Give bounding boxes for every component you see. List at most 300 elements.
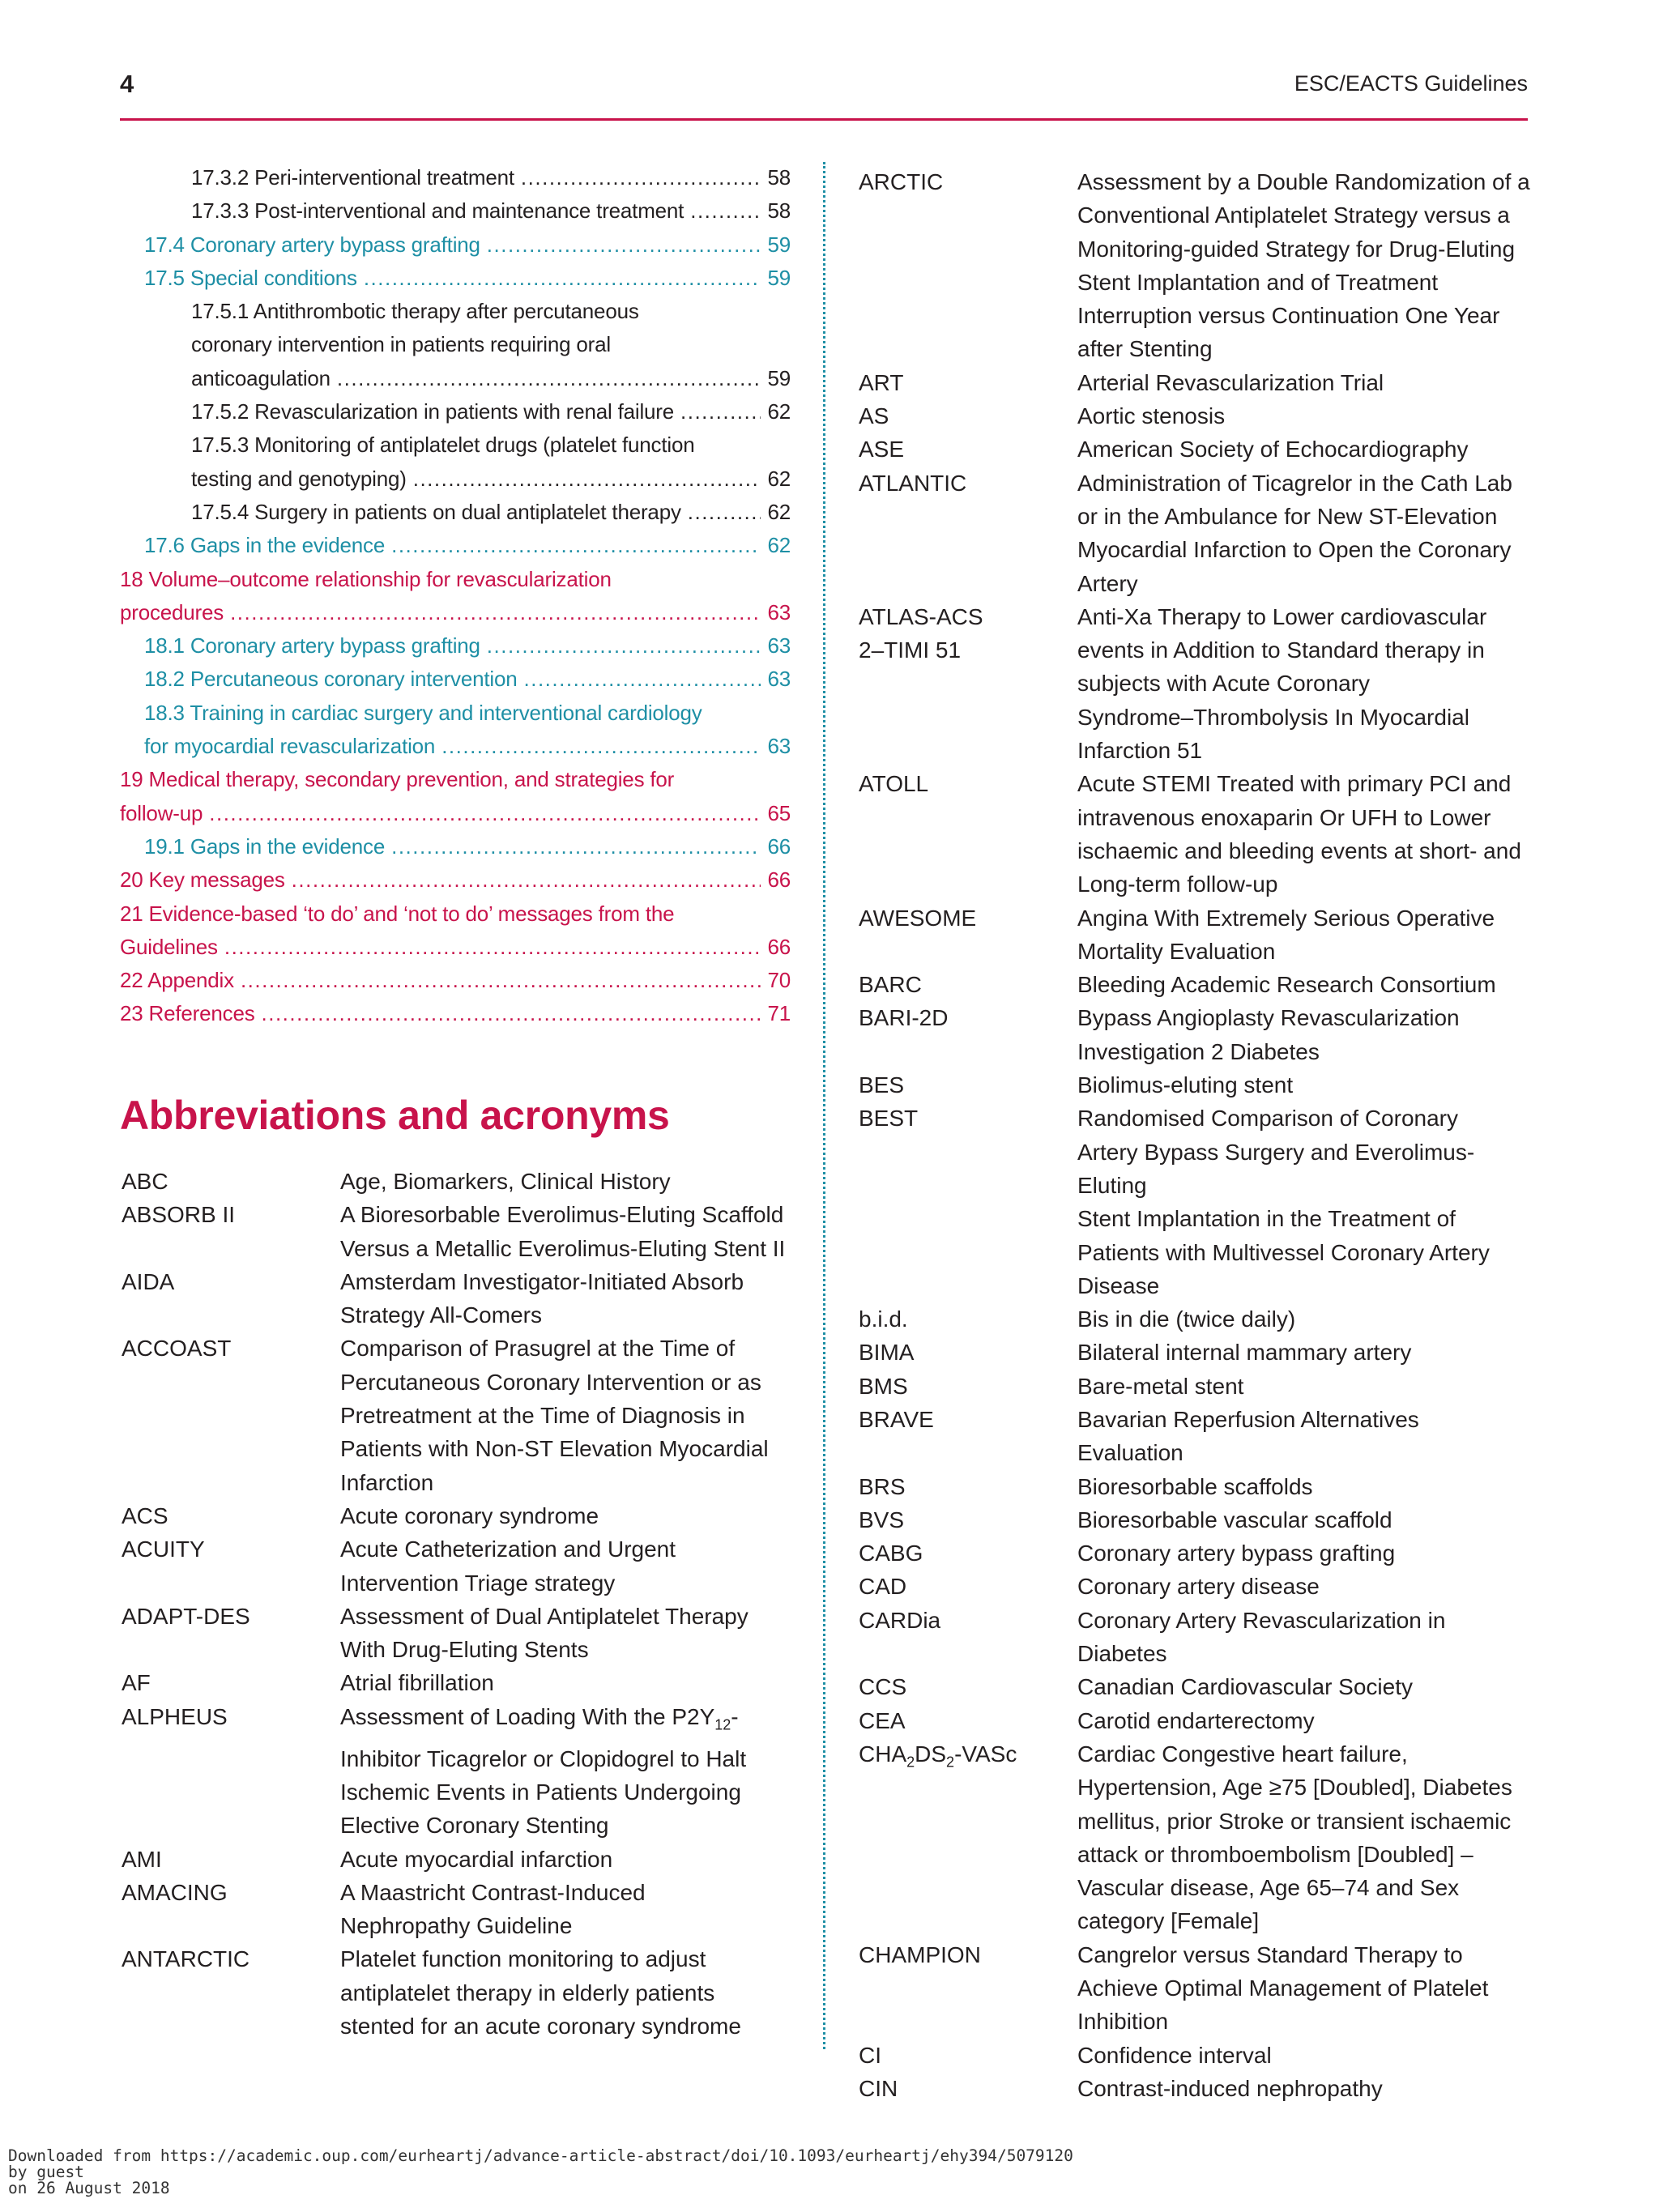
toc-entry[interactable] [120,797,791,830]
definition-line: Arterial Revascularization Trial [1077,369,1384,395]
toc-page-number: 63 [767,633,791,658]
abbreviation-definition [1077,1570,1531,1603]
abbreviation-entry [859,1370,1531,1403]
toc-page-number: 59 [767,365,791,390]
toc-dot-leader [680,395,761,428]
abbreviation-definition [1077,1102,1531,1302]
definition-line: Bis in die (twice daily) [1077,1306,1296,1332]
toc-page-number: 63 [767,599,791,624]
toc-page-number: 62 [767,499,791,524]
download-footer [8,2148,1073,2197]
definition-line: Canadian Cardiovascular Society [1077,1674,1413,1700]
toc-dot-leader [224,931,761,964]
definition-line: Bavarian Reperfusion Alternatives Evaluation [1077,1406,1419,1466]
abbreviation-term: ACS [122,1502,168,1528]
toc-entry-label: 18.3 Training in cardiac surgery and interventional cardiology [144,700,702,725]
definition-line: Contrast-induced nephropathy [1077,2075,1383,2101]
abbreviation-entry [122,1876,794,1943]
toc-dot-leader [413,462,761,496]
abbreviation-term: BRS [859,1473,906,1499]
abbreviation-entry [859,1536,1531,1570]
definition-line: Atrial fibrillation [340,1670,494,1696]
abbreviation-definition [1077,2072,1531,2105]
toc-page-number: 58 [767,198,791,224]
toc-dot-leader [230,596,761,629]
definition-line: Hypertension, Age ≥75 [Doubled], Diabetes [1077,1775,1512,1801]
abbreviation-definition [1077,1704,1531,1737]
toc-entry-label: 17.5.3 Monitoring of antiplatelet drugs (platelet function [191,433,695,458]
definition-line: intravenous enoxaparin Or UFH to Lower [1077,804,1491,830]
abbreviation-definition [1077,399,1531,433]
abbreviation-definition [340,1165,794,1198]
abbreviation-entry [122,1942,794,2043]
abbreviation-term: ADAPT-DES [122,1603,250,1629]
toc-entry [120,328,791,361]
definition-line: Platelet function monitoring to adjust [340,1946,706,1972]
toc-entry[interactable] [120,964,791,997]
toc-entry[interactable] [120,730,791,763]
toc-entry-label: 18.2 Percutaneous coronary intervention [144,667,518,692]
toc-entry-label: 21 Evidence-based ‘to do’ and ‘not to do’ messages from the [120,901,675,926]
toc-dot-leader [364,262,761,295]
abbreviation-term: ARCTIC [859,169,944,194]
toc-entry[interactable] [120,529,791,562]
abbreviation-term: CI [859,2042,881,2068]
abbreviation-definition [1077,1536,1531,1570]
abbreviation-term: CCS [859,1674,907,1700]
abbreviation-definition [1077,1670,1531,1703]
toc-page-number: 66 [767,934,791,959]
definition-line: Assessment by a Double Randomization of a [1077,169,1530,194]
toc-entry-label: coronary intervention in patients requiring oral [191,332,611,357]
abbreviation-entry [122,1499,794,1532]
abbreviation-term: BIMA [859,1340,915,1366]
abbreviation-term: ART [859,369,904,395]
toc-entry-label: 17.3.3 Post-interventional and maintenance treatment [191,198,684,224]
definition-line: Diabetes [1077,1641,1167,1667]
toc-entry[interactable] [120,462,791,496]
definition-line: Amsterdam Investigator-Initiated Absorb [340,1268,744,1294]
abbreviation-entry [859,901,1531,969]
definition-line: Acute STEMI Treated with primary PCI and [1077,771,1512,797]
toc-dot-leader [487,228,761,262]
definition-line: Myocardial Infarction to Open the Coronary [1077,537,1512,563]
abbreviation-definition [1077,600,1531,767]
abbreviation-entry [859,1503,1531,1536]
definition-line: Coronary artery disease [1077,1574,1320,1600]
definition-line: Bleeding Academic Research Consortium [1077,972,1496,998]
toc-dot-leader [292,863,761,897]
definition-line: attack or thromboembolism [Doubled] – [1077,1841,1473,1867]
toc-dot-leader [262,997,761,1030]
abbreviation-definition [340,1843,794,1876]
definition-line: Interruption versus Continuation One Year [1077,303,1500,329]
toc-page-number: 59 [767,265,791,290]
abbreviation-definition [340,1198,794,1265]
abbreviation-entry [859,767,1531,901]
abbreviation-entry [122,1165,794,1198]
definition-line: Carotid endarterectomy [1077,1707,1315,1733]
toc-entry [120,897,791,931]
definition-line: Elective Coronary Stenting [340,1813,609,1839]
definition-line: Randomised Comparison of Coronary [1077,1106,1458,1132]
abbreviation-definition [340,1600,794,1667]
definition-line: Coronary artery bypass grafting [1077,1541,1396,1566]
abbreviation-term: CEA [859,1707,906,1733]
abbreviation-term: BMS [859,1373,908,1399]
toc-page-number: 70 [767,968,791,993]
definition-line: Stent Implantation in the Treatment of [1077,1206,1456,1232]
abbreviation-entry [122,1700,794,1843]
abbreviation-entry [859,399,1531,433]
toc-entry[interactable] [120,194,791,228]
definition-line: Pretreatment at the Time of Diagnosis in [340,1403,745,1429]
toc-entry-label: 17.6 Gaps in the evidence [144,533,386,558]
definition-line: subjects with Acute Coronary [1077,671,1371,697]
toc-entry-label: 20 Key messages [120,867,285,893]
abbreviation-entry [122,1198,794,1265]
definition-line: Confidence interval [1077,2042,1272,2068]
abbreviation-definition [1077,1470,1531,1503]
abbreviation-definition [1077,1068,1531,1102]
toc-page-number: 58 [767,165,791,190]
definition-line: Intervention Triage strategy [340,1570,616,1596]
toc-entry-label: procedures [120,599,224,624]
toc-dot-leader [688,496,761,529]
definition-line: Artery Bypass Surgery and Everolimus-Eluting [1077,1139,1475,1198]
definition-line: Patients with Multivessel Coronary Artery [1077,1239,1490,1265]
definition-line: after Stenting [1077,336,1213,362]
toc-entry-label: 17.5 Special conditions [144,265,357,290]
toc-entry[interactable] [120,830,791,863]
definition-line: Mortality Evaluation [1077,938,1276,964]
abbreviation-entry [859,1102,1531,1302]
definition-line: Comparison of Prasugrel at the Time of [340,1336,736,1362]
definition-line: Administration of Ticagrelor in the Cath Lab [1077,470,1512,496]
toc-entry-label: 17.5.4 Surgery in patients on dual antiplatelet therapy [191,499,681,524]
abbreviation-entry [859,600,1531,767]
abbreviation-definition [1077,1503,1531,1536]
definition-line: Inhibition [1077,2009,1169,2035]
definition-line: With Drug-Eluting Stents [340,1637,589,1663]
abbreviation-term: ATLANTIC [859,470,967,496]
abbreviation-term: CIN [859,2075,898,2101]
abbreviation-term: BARC [859,972,922,998]
abbreviation-definition [1077,1604,1531,1671]
toc-page-number: 66 [767,867,791,893]
definition-line: Assessment of Loading With the $P2Y_{12}-$ [340,1703,739,1733]
toc-dot-leader [391,830,761,863]
definition-line: Acute coronary syndrome [340,1502,599,1528]
abbreviation-term: ABC [122,1169,168,1194]
footer-line: on 26 August 2018 [8,2179,170,2197]
table-of-contents [120,161,791,1031]
abbreviation-definition [340,1332,794,1498]
footer-line: Downloaded from https://academic.oup.com/eurheartj/advance-article-abstract/doi/10.1093/eurheartj/ehy394/5079120 [8,2146,1073,2165]
toc-entry[interactable] [120,262,791,295]
abbreviation-definition [1077,2039,1531,2072]
abbreviation-term: ASE [859,437,905,462]
running-head: ESC/EACTS Guidelines [1294,71,1528,96]
toc-entry-label: testing and genotyping) [191,466,407,491]
definition-line: Biolimus-eluting stent [1077,1072,1294,1098]
abbreviation-entry [859,165,1531,366]
toc-page-number: 62 [767,533,791,558]
toc-entry-label: 23 References [120,1001,255,1026]
definition-line: ischaemic and bleeding events at short- and [1077,837,1521,863]
abbreviation-definition [340,1700,794,1843]
abbreviation-entry [859,1670,1531,1703]
abbreviation-term: ALPHEUS [122,1703,228,1729]
abbreviation-term: AIDA [122,1268,175,1294]
abbreviation-entry [122,1666,794,1699]
abbreviation-definition [340,1876,794,1943]
abbreviation-entry [122,1843,794,1876]
definition-line: Patients with Non-ST Elevation Myocardial [340,1436,769,1462]
definition-line: Age, Biomarkers, Clinical History [340,1169,671,1194]
definition-line: Cangrelor versus Standard Therapy to [1077,1941,1463,1967]
definition-line: Percutaneous Coronary Intervention or as [340,1369,761,1395]
abbreviation-term: AWESOME [859,905,977,931]
toc-entry-label: 17.3.2 Peri-interventional treatment [191,165,514,190]
toc-entry-label: for myocardial revascularization [144,734,436,759]
definition-line: Conventional Antiplatelet Strategy versus a [1077,202,1510,228]
abbreviation-entry [122,1332,794,1498]
abbreviation-entry [859,366,1531,399]
toc-entry[interactable] [120,663,791,696]
toc-entry[interactable] [120,161,791,194]
definition-line: Infarction 51 [1077,738,1203,764]
abbreviation-term: BARI-2D [859,1005,949,1031]
abbreviation-definition [340,1499,794,1532]
toc-entry-label: 19.1 Gaps in the evidence [144,833,386,859]
toc-entry [120,428,791,462]
abbreviation-definition [340,1532,794,1600]
abbreviation-term: ACUITY [122,1536,205,1562]
toc-entry[interactable] [120,496,791,529]
abbreviation-definition [1077,366,1531,399]
definition-line: Syndrome–Thrombolysis In Myocardial [1077,704,1469,730]
definition-line: Stent Implantation and of Treatment [1077,269,1439,295]
abbreviation-definition [1077,1403,1531,1470]
abbreviation-definition [1077,467,1531,600]
toc-page-number: 71 [767,1001,791,1026]
abbreviation-entry [122,1532,794,1600]
definition-line: A Maastricht Contrast-Induced [340,1879,646,1905]
abbreviation-term: BES [859,1072,905,1098]
abbreviation-term: BVS [859,1507,905,1532]
definition-line: Acute myocardial infarction [340,1846,613,1872]
definition-line: Infarction [340,1469,434,1495]
definition-line: Aortic stenosis [1077,403,1226,429]
toc-page-number: 65 [767,800,791,825]
toc-entry-label: Guidelines [120,934,218,959]
abbreviation-entry [859,433,1531,466]
abbreviation-list-left [122,1165,794,2043]
toc-dot-leader [441,730,761,763]
abbreviation-term: ACCOAST [122,1336,232,1362]
abbreviation-entry [859,968,1531,1001]
toc-entry [120,563,791,596]
column-divider [823,162,825,2049]
definition-line: Versus a Metallic Everolimus-Eluting Stent II [340,1235,786,1261]
definition-line: Bilateral internal mammary artery [1077,1340,1412,1366]
toc-entry [120,295,791,328]
definition-line: Investigation 2 Diabetes [1077,1038,1320,1064]
toc-entry-label: 19 Medical therapy, secondary prevention, and strategies for [120,767,675,792]
abbreviation-entry [859,1704,1531,1737]
definition-line: Inhibitor Ticagrelor or Clopidogrel to Halt [340,1745,747,1771]
toc-entry-label: 17.4 Coronary artery bypass grafting [144,232,480,257]
abbreviation-term: CHAMPION [859,1941,981,1967]
toc-entry[interactable] [120,362,791,395]
toc-entry-label: 18 Volume–outcome relationship for revascularization [120,566,612,591]
abbreviation-term: AMACING [122,1879,228,1905]
abbreviation-entry [122,1265,794,1332]
abbreviation-term: BRAVE [859,1406,934,1432]
toc-page-number: 63 [767,667,791,692]
abbreviation-definition [1077,968,1531,1001]
definition-line: Bypass Angioplasty Revascularization [1077,1005,1460,1031]
definition-line: Coronary Artery Revascularization in [1077,1607,1446,1633]
toc-entry-label: 22 Appendix [120,968,234,993]
abbreviation-entry [859,1403,1531,1470]
toc-dot-leader [524,663,761,696]
abbreviation-definition [1077,1938,1531,2039]
abbreviation-term: ATOLL [859,771,929,797]
definition-line: Achieve Optimal Management of Platelet [1077,1975,1489,2001]
toc-entry-label: 18.1 Coronary artery bypass grafting [144,633,480,658]
abbreviation-term: AMI [122,1846,162,1872]
footer-line: by guest [8,2163,84,2181]
toc-dot-leader [209,797,761,830]
abbreviation-definition [1077,433,1531,466]
definition-line: stented for an acute coronary syndrome [340,2014,741,2039]
toc-entry [120,763,791,796]
abbreviation-definition [1077,1336,1531,1369]
definition-line: Long-term follow-up [1077,872,1278,897]
definition-line: Artery [1077,570,1138,596]
toc-entry[interactable] [120,395,791,428]
definition-line: Acute Catheterization and Urgent [340,1536,676,1562]
abbreviation-entry [859,467,1531,600]
toc-entry-label: 17.5.2 Revascularization in patients with renal failure [191,399,675,424]
definition-line: Assessment of Dual Antiplatelet Therapy [340,1603,748,1629]
abbreviation-term: CARDia [859,1607,941,1633]
abbreviation-term: AF [122,1670,151,1696]
definition-line: category [Female] [1077,1908,1260,1934]
toc-dot-leader [690,194,761,228]
toc-entry[interactable] [120,596,791,629]
abbreviation-entry [859,1570,1531,1603]
definition-line: American Society of Echocardiography [1077,437,1469,462]
abbreviation-definition [1077,1302,1531,1336]
definition-line: Bare-metal stent [1077,1373,1244,1399]
toc-dot-leader [241,964,761,997]
abbreviation-definition [340,1666,794,1699]
abbreviation-definition [1077,1737,1531,1938]
toc-entry[interactable] [120,629,791,663]
definition-line: Ischemic Events in Patients Undergoing [340,1779,741,1805]
abbreviation-entry [859,2039,1531,2072]
abbreviation-entry [859,2072,1531,2105]
toc-dot-leader [487,629,761,663]
abbreviation-definition [1077,1370,1531,1403]
page-number: 4 [120,70,134,98]
toc-entry[interactable] [120,997,791,1030]
toc-entry-label: anticoagulation [191,365,331,390]
abbreviation-entry [859,1302,1531,1336]
definition-line: or in the Ambulance for New ST-Elevation [1077,503,1498,529]
toc-dot-leader [391,529,761,562]
abbreviation-entry [859,1737,1531,1938]
abbreviation-list-right [859,165,1531,2105]
abbreviation-entry [859,1336,1531,1369]
toc-entry[interactable] [120,931,791,964]
definition-line: mellitus, prior Stroke or transient ischaemic [1077,1808,1512,1834]
definition-line: events in Addition to Standard therapy in [1077,637,1485,663]
definition-line: Bioresorbable scaffolds [1077,1473,1313,1499]
abbreviation-entry [859,1938,1531,2039]
toc-dot-leader [521,161,761,194]
toc-entry[interactable] [120,863,791,897]
abbreviation-definition [1077,165,1531,366]
toc-entry-label: 17.5.1 Antithrombotic therapy after percutaneous [191,299,639,324]
abbreviation-definition [1077,767,1531,901]
abbreviation-term: CAD [859,1574,907,1600]
abbreviation-term: ANTARCTIC [122,1946,250,1972]
definition-line: Bioresorbable vascular scaffold [1077,1507,1392,1532]
definition-line: Angina With Extremely Serious Operative [1077,905,1495,931]
abbreviation-definition [340,1265,794,1332]
abbreviation-definition [340,1942,794,2043]
abbreviation-entry [859,1068,1531,1102]
definition-line: Vascular disease, Age 65–74 and Sex [1077,1875,1460,1901]
abbreviation-definition [1077,1001,1531,1068]
abbreviation-term: AS [859,403,889,429]
toc-entry [120,697,791,730]
abbreviation-term: b.i.d. [859,1306,908,1332]
header-rule [120,118,1528,121]
abbreviation-term: $CHA_2DS_2$-VASc [859,1741,1017,1771]
definition-line: antiplatelet therapy in elderly patients [340,1980,715,2005]
abbreviation-entry [122,1600,794,1667]
definition-line: A Bioresorbable Everolimus-Eluting Scaffold [340,1202,784,1228]
definition-line: Monitoring-guided Strategy for Drug-Eluting [1077,236,1516,262]
toc-page-number: 66 [767,833,791,859]
toc-entry[interactable] [120,228,791,262]
abbreviation-term: BEST [859,1106,919,1132]
abbreviation-term: ABSORB II [122,1202,236,1228]
abbreviation-term: ATLAS-ACS 2–TIMI 51 [859,603,983,663]
toc-page-number: 59 [767,232,791,257]
abbreviation-entry [859,1001,1531,1068]
abbreviation-definition [1077,901,1531,969]
definition-line: Nephropathy Guideline [340,1913,573,1939]
toc-page-number: 63 [767,734,791,759]
section-title: Abbreviations and acronyms [120,1093,670,1138]
definition-line: Strategy All-Comers [340,1302,542,1328]
toc-dot-leader [337,362,761,395]
toc-page-number: 62 [767,399,791,424]
toc-page-number: 62 [767,466,791,491]
toc-entry-label: follow-up [120,800,203,825]
abbreviation-entry [859,1470,1531,1503]
abbreviation-entry [859,1604,1531,1671]
definition-line: Anti-Xa Therapy to Lower cardiovascular [1077,603,1487,629]
definition-line: Cardiac Congestive heart failure, [1077,1741,1408,1767]
abbreviation-term: CABG [859,1541,923,1566]
